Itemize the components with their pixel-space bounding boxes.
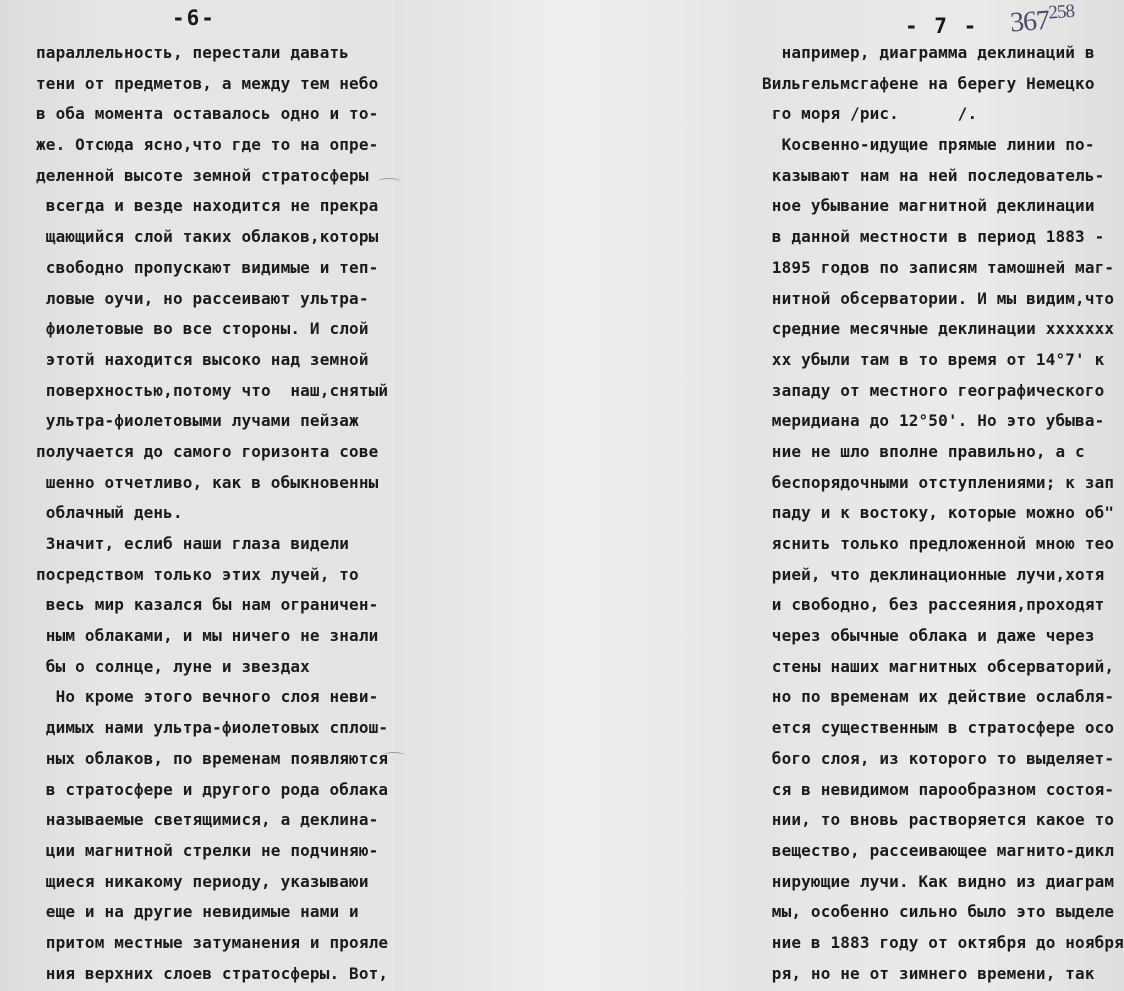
text-line: шенно отчетливо, как в обыкновенны	[36, 472, 379, 492]
paper-crease-mark	[378, 178, 400, 185]
text-line: поверхностью,потому что наш,снятый	[36, 380, 389, 400]
text-line: ря, но не от зимнего времени, так	[762, 963, 1095, 983]
text-line: бы о солнце, луне и звездах	[36, 656, 310, 676]
text-line: но по временам их действие ослабля-	[762, 687, 1115, 707]
text-line: нитной обсерватории. И мы видим,что	[762, 288, 1115, 308]
text-line: вещество, рассеивающее магнито-дикл	[762, 840, 1115, 860]
text-line: бого слоя, из которого то выделяет-	[762, 748, 1115, 768]
left-page-number: -6-	[172, 6, 216, 30]
text-line: еще и на другие невидимые нами и	[36, 902, 359, 922]
text-line: щающийся слой таких облаков,которы	[36, 227, 379, 247]
text-line: через обычные облака и даже через	[762, 626, 1095, 646]
text-line: например, диаграмма деклинаций в	[762, 43, 1095, 62]
text-line: западу от местного географического	[762, 380, 1105, 400]
page-gutter	[395, 0, 735, 991]
text-line: этотй находится высоко над земной	[36, 349, 369, 369]
archive-number-secondary: 258	[1047, 0, 1075, 24]
archive-number: 367	[1009, 4, 1051, 39]
text-line: деленной высоте земной стратосферы	[36, 165, 369, 185]
text-line: мы, особенно сильно было это выделе	[762, 902, 1115, 922]
text-line: 1895 годов по записям тамошней маг-	[762, 257, 1115, 277]
text-line: Но кроме этого вечного слоя неви-	[36, 687, 379, 707]
text-line: яснить только предложенной мною тео	[762, 534, 1115, 553]
text-line: Значит, еслиб наши глаза видели	[36, 534, 350, 553]
text-line: средние месячные деклинации xxxxxxx	[762, 319, 1115, 339]
text-line: посредством только этих лучей, то	[36, 564, 359, 584]
text-line: параллельность, перестали давать	[36, 43, 350, 62]
text-line: тени от предметов, а между тем небо	[36, 73, 379, 93]
text-line: меридиана до 12°50'. Но это убыва-	[762, 411, 1105, 431]
text-line: казывают нам на ней последователь-	[762, 165, 1105, 185]
text-line: всегда и везде находится не прекра	[36, 196, 379, 216]
text-line: Косвенно-идущие прямые линии по-	[762, 135, 1095, 155]
text-line: ние не шло вполне правильно, а с	[762, 441, 1085, 461]
right-page-number: - 7 -	[905, 14, 979, 38]
archive-number-stamp	[1009, 1, 1076, 40]
text-line: в оба момента оставалось одно и то-	[36, 104, 379, 124]
text-line: получается до самого горизонта сове	[36, 441, 379, 461]
text-line: свободно пропускают видимые и теп-	[36, 257, 379, 277]
paper-crease-mark	[383, 752, 405, 759]
text-line: ных облаков, по временам появляются	[36, 748, 389, 768]
text-line: го моря /рис. /.	[762, 104, 978, 124]
text-line: притом местные затуманения и прояле	[36, 932, 389, 952]
text-line: облачный день.	[36, 503, 183, 523]
text-line: ния верхних слоев стратосферы. Вот,	[36, 963, 389, 983]
text-line: ное убывание магнитной деклинации	[762, 196, 1095, 216]
left-page-text	[36, 38, 388, 989]
text-line: димых нами ультра-фиолетовых сплош-	[36, 718, 389, 738]
text-line: ультра-фиолетовыми лучами пейзаж	[36, 411, 359, 431]
text-line: ние в 1883 году от октября до ноября	[762, 932, 1124, 952]
text-line: и свободно, без рассеяния,проходят	[762, 595, 1105, 615]
text-line: беспорядочными отступлениями; к зап	[762, 472, 1115, 492]
text-line: называемые светящимися, а деклина-	[36, 810, 379, 830]
text-line: ции магнитной стрелки не подчиняю-	[36, 840, 379, 860]
text-line: щиеся никакому периоду, указываюи	[36, 871, 369, 891]
text-line: в данной местности в период 1883 -	[762, 227, 1105, 247]
right-page-text	[762, 38, 1124, 989]
text-line: xx убыли там в то время от 14°7' к	[762, 349, 1105, 369]
text-line: паду и к востоку, которые можно об"	[762, 503, 1115, 523]
text-line: нии, то вновь растворяется какое то	[762, 810, 1115, 830]
text-line: ным облаками, и мы ничего не знали	[36, 626, 379, 646]
text-line: рией, что деклинационные лучи,хотя	[762, 564, 1105, 584]
text-line: Вильгельмсгафене на берегу Немецко	[762, 73, 1095, 93]
text-line: фиолетовые во все стороны. И слой	[36, 319, 369, 339]
text-line: ловые оучи, но рассеивают ультра-	[36, 288, 369, 308]
text-line: стены наших магнитных обсерваторий,	[762, 656, 1115, 676]
text-line: же. Отсюда ясно,что где то на опре-	[36, 135, 379, 155]
text-line: весь мир казался бы нам ограничен-	[36, 595, 379, 615]
text-line: ется существенным в стратосфере осо	[762, 718, 1115, 738]
text-line: в стратосфере и другого рода облака	[36, 779, 389, 799]
text-line: нирующие лучи. Как видно из диаграм	[762, 871, 1115, 891]
text-line: ся в невидимом парообразном состоя-	[762, 779, 1115, 799]
